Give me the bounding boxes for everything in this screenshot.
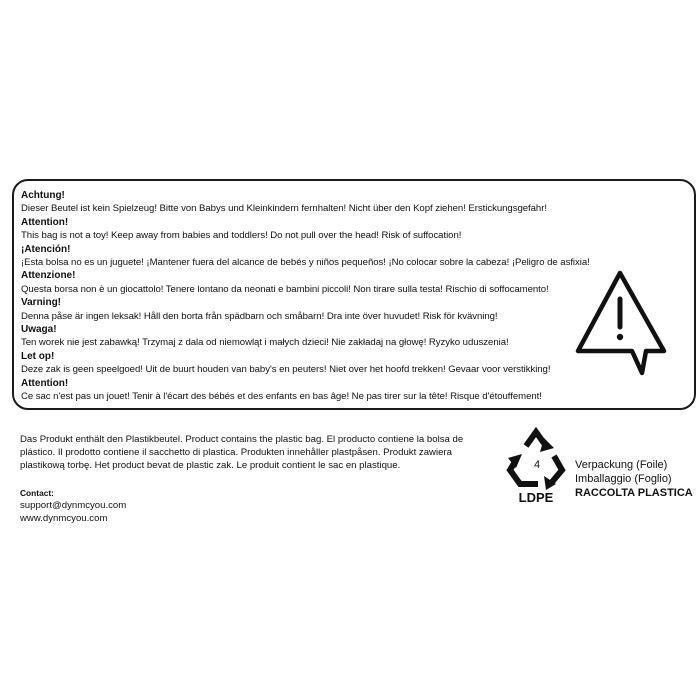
warning-text: Deze zak is geen speelgoed! Uit de buurt houden van baby's en peuters! Niet over het hoofd trekken! Gevaar voor verstikking!	[21, 364, 551, 376]
recycle-number: 4	[534, 459, 541, 471]
warning-nl	[21, 350, 611, 377]
warning-en	[21, 216, 611, 243]
warning-title: Attenzione!	[21, 270, 76, 282]
warning-it	[21, 269, 611, 296]
warning-text: ¡Esta bolsa no es un juguete! ¡Mantener fuera del alcance de bebés y niños pequeños! ¡No colocar sobre la cabeza! ¡Peligro de asfixia!	[21, 257, 590, 269]
recycling-line-de: Verpackung (Foile)	[575, 459, 668, 471]
recycling-line-it: Imballaggio (Foglio)	[575, 473, 672, 485]
warning-title: Let op!	[21, 350, 55, 362]
warning-es	[21, 243, 611, 270]
warning-list	[21, 189, 611, 404]
warning-title: Uwaga!	[21, 324, 57, 336]
contact-website[interactable]: www.dynmcyou.com	[20, 513, 108, 524]
warning-text: This bag is not a toy! Keep away from babies and toddlers! Do not pull over the head! Risk of suffocation!	[21, 230, 462, 242]
warning-pl	[21, 323, 611, 350]
warning-text: Dieser Beutel ist kein Spielzeug! Bitte von Babys und Kleinkindern fernhalten! Nicht über den Kopf ziehen! Erstickungsgefahr!	[21, 203, 547, 215]
warning-title: ¡Atención!	[21, 243, 71, 255]
recycling-line-collection: RACCOLTA PLASTICA	[575, 487, 693, 499]
contact-title: Contact:	[20, 488, 54, 498]
contact-email[interactable]: support@dynmcyou.com	[20, 500, 127, 511]
warning-text: Ten worek nie jest zabawką! Trzymaj z dala od niemowląt i małych dzieci! Nie zakładaj na głowę! Ryzyko uduszenia!	[21, 337, 509, 349]
product-info-line: plástico. Il prodotto contiene il sacchetto di plastica. Produkten innehåller plastpåsen. Produkt zawiera	[20, 446, 452, 458]
warning-title: Achtung!	[21, 190, 65, 201]
product-info-line: plastikową torbę. Het product bevat de plastic zak. Le produit contient le sac en plastique.	[20, 459, 401, 471]
warning-triangle-icon	[572, 269, 668, 379]
warning-sv	[21, 296, 611, 323]
warning-text: Questa borsa non è un giocattolo! Tenere lontano da neonati e bambini piccoli! Non tirare sulla testa! Rischio di soffocamento!	[21, 283, 549, 295]
warning-fr	[21, 377, 611, 404]
warning-title: Varning!	[21, 297, 62, 309]
warning-title: Attention!	[21, 377, 69, 389]
recycle-code: LDPE	[518, 490, 554, 505]
recycling-symbol-icon	[500, 424, 572, 506]
product-info	[20, 434, 500, 472]
warning-panel	[12, 179, 696, 410]
warning-title: Attention!	[21, 216, 69, 228]
warning-text: Denna påse är ingen leksak! Håll den borta från spädbarn och småbarn! Dra inte över huvudet! Risk för kvävning!	[21, 310, 498, 322]
warning-de	[21, 189, 611, 216]
product-info-line: Das Produkt enthält den Plastikbeutel. Product contains the plastic bag. El producto contiene la bolsa de	[20, 434, 464, 445]
recycling-info	[575, 458, 693, 500]
warning-text: Ce sac n'est pas un jouet! Tenir à l'écart des bébés et des enfants en bas âge! Ne pas tirer sur la tête! Risque d'étouffement!	[21, 391, 542, 403]
